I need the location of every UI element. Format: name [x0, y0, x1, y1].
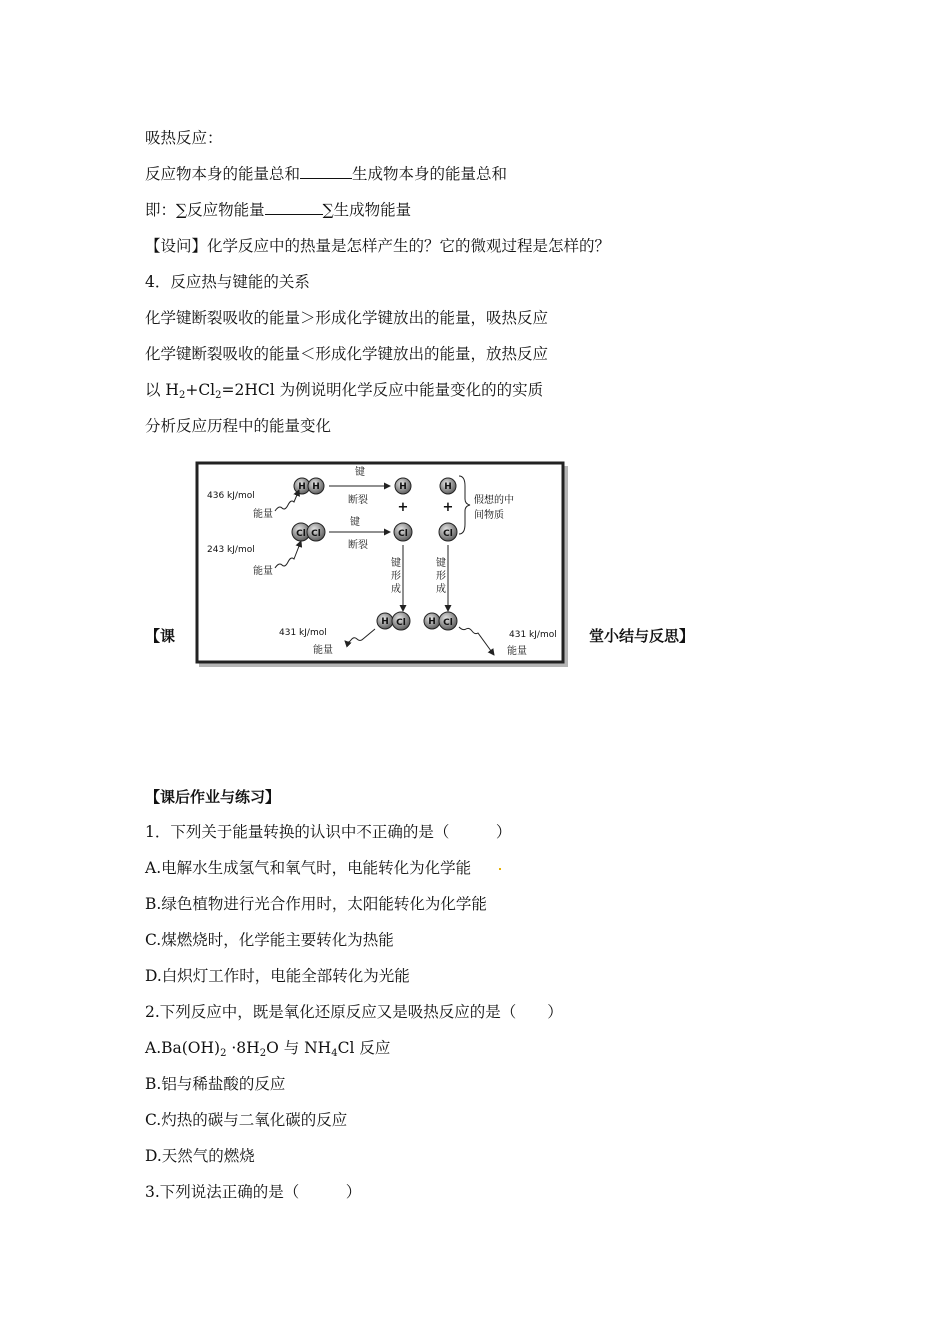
subscript: 4 [331, 1048, 338, 1059]
atom-label: H [381, 617, 389, 627]
summary-heading-left: 【课 [145, 627, 176, 645]
text-bond-break-gt: 化学键断裂吸收的能量＞形成化学键放出的能量，吸热反应 [145, 309, 549, 327]
text-part: ∑生成物能量 [322, 201, 412, 219]
label-break: 断裂 [348, 540, 368, 551]
label-energy: 能量 [507, 646, 527, 657]
atom-label: H [428, 617, 436, 627]
atom-label: Cl [398, 529, 408, 539]
text-example [145, 380, 543, 406]
text-question: 【设问】化学反应中的热量是怎样产生的？它的微观过程是怎样的？ [145, 237, 611, 255]
text-part: 以 H [145, 381, 179, 399]
text-part: A.Ba(OH) [145, 1039, 221, 1057]
q1-option-d: D.白炽灯工作时，电能全部转化为光能 [145, 967, 410, 985]
text-part: 反应物本身的能量总和 [145, 165, 301, 183]
text-part: =2HCl 为例说明化学反应中能量变化的的实质 [221, 381, 544, 399]
subscript: 2 [215, 390, 222, 401]
text-part: 生成物本身的能量总和 [352, 165, 508, 183]
subscript: 2 [220, 1048, 227, 1059]
label-hypothetical: 假想的中 [474, 495, 514, 506]
q1-option-c: C.煤燃烧时，化学能主要转化为热能 [145, 931, 394, 949]
label-431-right: 431 kJ/mol [509, 630, 557, 640]
text-reactant-energy [145, 164, 507, 184]
subscript: 2 [178, 390, 186, 401]
label-energy: 能量 [313, 645, 333, 656]
atom-label: Cl [296, 529, 306, 539]
q2-option-a [145, 1038, 390, 1064]
label-243: 243 kJ/mol [207, 545, 255, 555]
atom-label: H [298, 482, 306, 492]
label-hypothetical: 间物质 [474, 510, 504, 521]
summary-heading-right: 堂小结与反思】 [589, 627, 695, 645]
atom-label: H [444, 482, 452, 492]
label-form: 键 [436, 558, 446, 569]
atom-label: Cl [396, 618, 406, 628]
plus-sign: + [442, 500, 454, 515]
homework-heading: 【课后作业与练习】 [145, 788, 281, 806]
atom-label: Cl [311, 529, 321, 539]
label-energy: 能量 [253, 509, 273, 520]
label-form: 成 [436, 584, 446, 595]
label-form: 键 [391, 558, 401, 569]
question-3: 3.下列说法正确的是（ ） [145, 1183, 362, 1201]
text-part: Cl 反应 [337, 1039, 391, 1057]
question-1: 1．下列关于能量转换的认识中不正确的是（ ） [145, 823, 512, 841]
text-endothermic: 吸热反应： [145, 129, 223, 147]
q2-option-d: D.天然气的燃烧 [145, 1147, 255, 1165]
label-energy: 能量 [253, 566, 273, 577]
q1-option-b: B.绿色植物进行光合作用时，太阳能转化为化学能 [145, 895, 487, 913]
atom-label: H [312, 482, 320, 492]
text-section-4: 4．反应热与键能的关系 [145, 273, 310, 291]
atom-label: Cl [443, 618, 453, 628]
plus-sign: + [397, 500, 409, 515]
text-part: ·8H [226, 1039, 260, 1057]
text-part: +Cl [185, 381, 216, 399]
question-2: 2.下列反应中，既是氧化还原反应又是吸热反应的是（ ） [145, 1003, 563, 1021]
label-436: 436 kJ/mol [207, 491, 255, 501]
q1-option-a: A.电解水生成氢气和氧气时，电能转化为化学能 [145, 859, 472, 877]
q2-option-b: B.铝与稀盐酸的反应 [145, 1075, 286, 1093]
label-431-left: 431 kJ/mol [279, 628, 327, 638]
subscript: 2 [259, 1048, 267, 1059]
label-bond: 键 [355, 467, 365, 478]
atom-label: H [399, 482, 407, 492]
label-form: 形 [391, 571, 401, 582]
label-form: 成 [391, 584, 401, 595]
fill-blank-1[interactable] [300, 164, 352, 179]
text-part: O 与 NH [266, 1039, 332, 1057]
text-analysis: 分析反应历程中的能量变化 [145, 417, 332, 435]
bond-energy-diagram [195, 461, 570, 669]
text-sum-energy [145, 200, 411, 220]
fill-blank-2[interactable] [265, 200, 323, 215]
text-part: 即：∑反应物能量 [145, 201, 265, 219]
ink-mark [499, 868, 501, 870]
atom-label: Cl [443, 529, 453, 539]
label-break: 断裂 [348, 495, 368, 506]
label-form: 形 [436, 571, 446, 582]
label-bond: 键 [350, 517, 360, 528]
q2-option-c: C.灼热的碳与二氧化碳的反应 [145, 1111, 348, 1129]
text-bond-break-lt: 化学键断裂吸收的能量＜形成化学键放出的能量，放热反应 [145, 345, 549, 363]
